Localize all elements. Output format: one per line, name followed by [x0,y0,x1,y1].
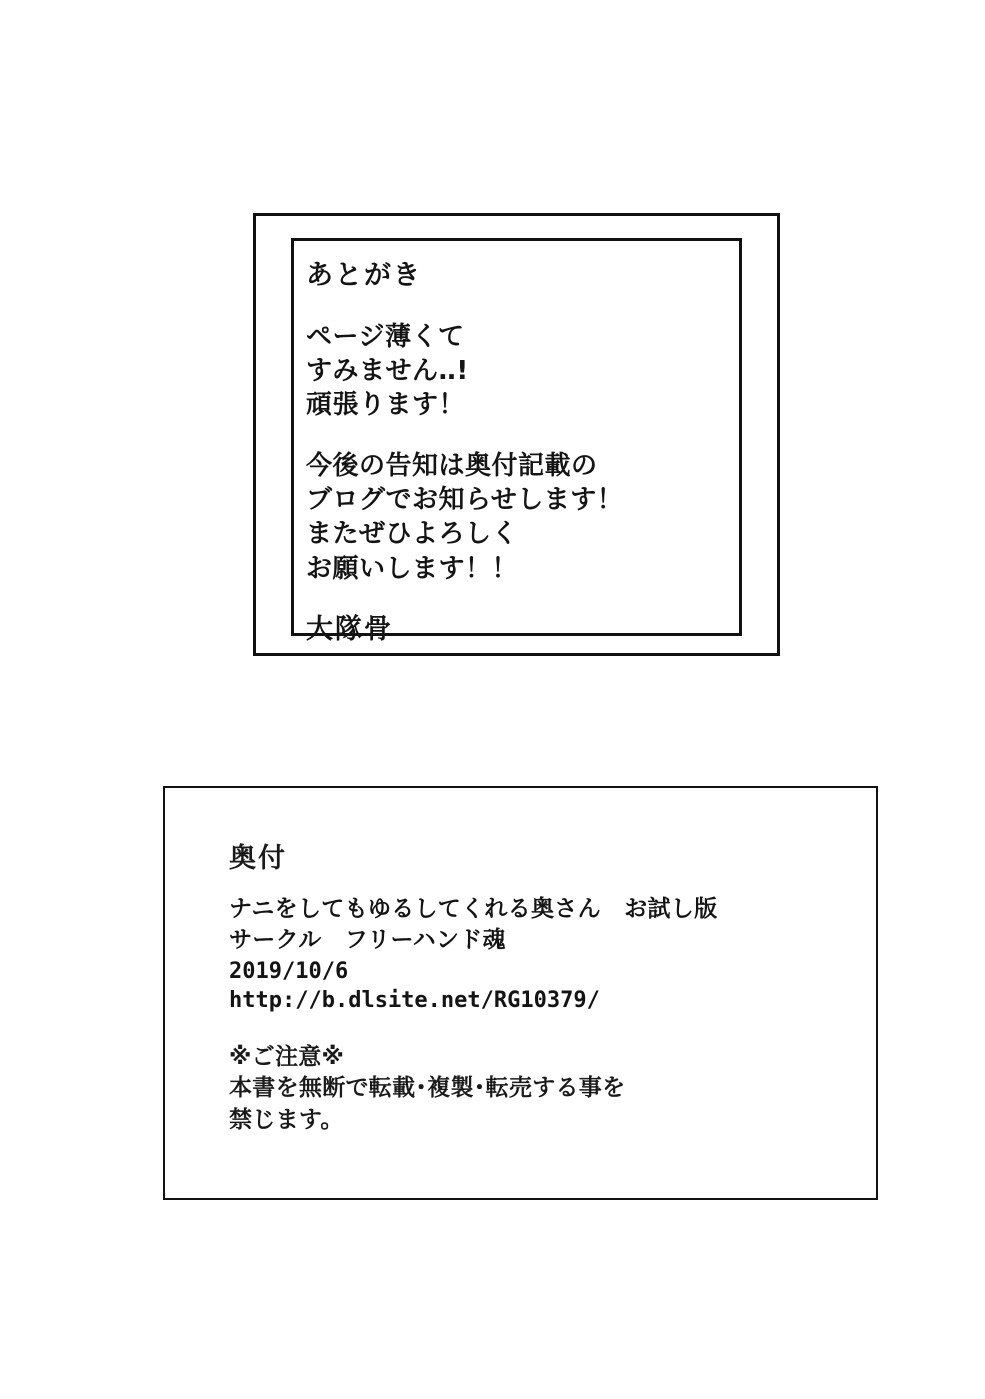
colophon-panel [163,786,878,1200]
colophon-circle: サークル フリーハンド魂 [229,927,506,954]
afterword-panel [253,213,780,656]
notice-line: 禁じます。 [229,1106,344,1133]
colophon-title: 奥付 [229,843,287,874]
notice-heading: ※ご注意※ [229,1044,345,1070]
afterword-signature: 大隊骨 [306,613,393,645]
colophon-date: 2019/10/6 [229,958,349,984]
notice-line: 本書を無断で転載･複製･転売する事を [229,1075,626,1102]
afterword-line: ブログでお知らせします！ [306,484,624,515]
afterword-paragraph-1 [306,320,757,423]
afterword-line: ページ薄くて [306,321,465,352]
afterword-paragraph-2 [306,449,757,586]
afterword-line: すみません‥! [306,355,469,386]
afterword-title: あとがき [306,260,422,291]
afterword-line: 頑張ります！ [306,390,466,421]
colophon-url[interactable]: http://b.dlsite.net/RG10379/ [229,988,600,1014]
afterword-line: お願いします！！ [306,553,519,584]
colophon-notice [229,1042,852,1136]
afterword-line: またぜひよろしく [306,519,519,550]
afterword-text [306,258,757,647]
afterword-line: 今後の告知は奥付記載の [306,450,598,481]
colophon-work-title: ナニをしてもゆるしてくれる奥さん お試し版 [229,896,718,922]
colophon-details [229,894,852,1016]
